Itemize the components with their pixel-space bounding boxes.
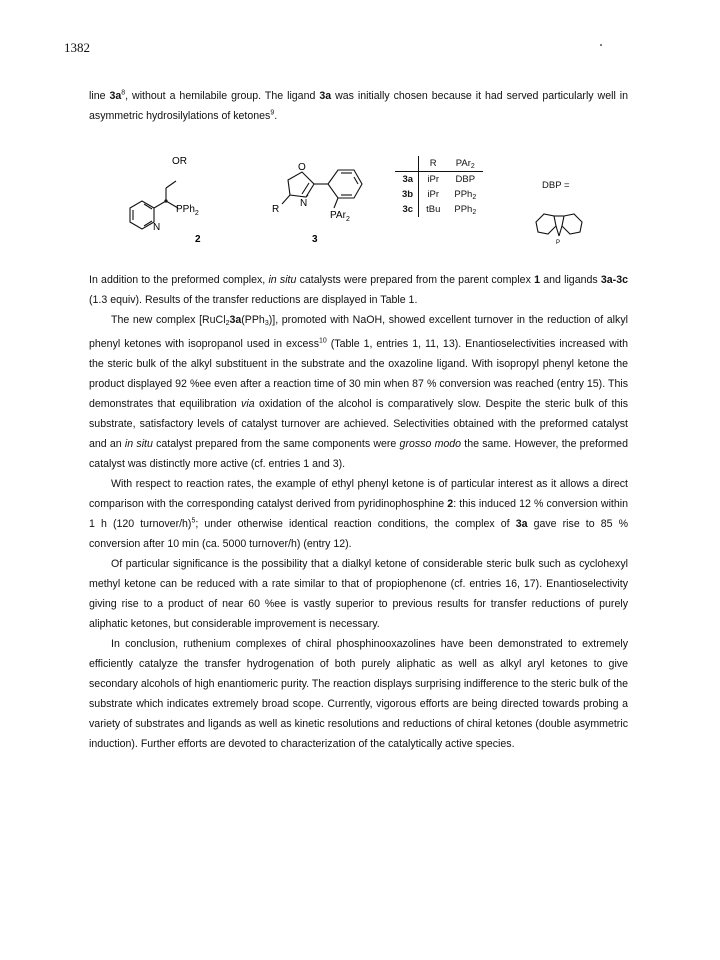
stray-mark (600, 44, 602, 46)
or-label: OR (172, 156, 187, 167)
table-header-r: R (419, 156, 448, 172)
dbp-label: DBP = (542, 180, 570, 191)
dbp-p-label: P (556, 240, 561, 246)
intro-paragraph: line $3a^8$, without a hemilabile group. The ligand 3a was initially chosen because it had served particularly well in asymmetric hydrosilylations of ketones$^9$. (89, 89, 629, 122)
n-label-3: N (300, 198, 308, 209)
paragraph-2: The new complex [RuCl$_2$3a(PPh$_3$)], promoted with NaOH, showed excellent turnover in the reduction of alkyl phenyl ketones with isopropanol used in excess$^{10}$ (Table 1, entries 1, 11, 13). Enantioselectivities increased with the steric bulk of the alkyl substituent in the substrate and the oxazoline ligand. With isopropyl phenyl ketone the product displayed 92 %ee even after a reaction time of 30 min when 87 % conversion was reached (entry 15). This demonstrates that equilibration via oxidation of the alcohol is comparatively slow. Despite the steric bulk of this substrate, satisfactory levels of catalyst turnover are achieved. Selectivities obtained with the preformed catalyst and an in situ catalyst prepared from the same components were grosso modo the same. However, the preformed catalyst was distinctly more active (cf. entries 1 and 3). (89, 314, 628, 470)
body-text (89, 270, 628, 754)
ligand-table (395, 156, 483, 217)
paragraph-3: With respect to reaction rates, the example of ethyl phenyl ketone is of particular interest as it allows a direct comparison with the corresponding catalyst derived from pyridinophosphine 2: this induced 12 % conversion within 1 h (120 turnover/h)$^5$; under otherwise identical reaction conditions, the complex of 3a gave rise to 85 % conversion after 10 min (ca. 5000 turnover/h) (entry 12). (89, 478, 628, 550)
par2-label: PAr$_2$ (330, 210, 350, 223)
compound-2-label: 2 (195, 234, 201, 245)
paragraph-5: In conclusion, ruthenium complexes of chiral phosphinooxazolines have been demonstrated to extremely efficiently catalyze the transfer hydrogenation of both purely aliphatic as well as alkyl aryl ketones to give secondary alcohols of high enantiomeric purity. The reaction displays surprising indifference to the steric bulk of the substrate which indicates extremely broad scope. Currently, vigorous efforts are being directed towards probing a variety of substrates and ligands as well as kinetic resolutions and reductions of chiral ketones (double asymmetric induction). Further efforts are devoted to characterization of the catalytically active species. (89, 638, 628, 750)
paragraph-1: In addition to the preformed complex, in situ catalysts were prepared from the parent complex 1 and ligands 3a-3c (1.3 equiv). Results of the transfer reductions are displayed in Table 1. (89, 274, 628, 306)
page-number: 1382 (64, 40, 90, 55)
dbp-right-ring (562, 214, 582, 234)
table-header-entry (395, 156, 419, 172)
table-row: 3a iPr DBP (395, 172, 483, 188)
r-label: R (272, 204, 280, 215)
dbp-left-ring (536, 214, 556, 234)
table-row: 3b iPr PPh$_2$ (395, 187, 483, 202)
table-header-par2: PAr$_2$ (447, 156, 483, 172)
table-row: 3c tBu PPh$_2$ (395, 202, 483, 217)
pph2-label: PPh$_2$ (176, 204, 199, 217)
phenyl-ring (328, 170, 362, 198)
pyridine-ring (130, 201, 154, 229)
structures-figure (110, 150, 630, 260)
oxazoline-ring (288, 172, 314, 197)
o-label: O (298, 162, 306, 173)
compound-3-label: 3 (312, 234, 318, 245)
n-label-2: N (153, 222, 161, 233)
structures-drawing (110, 150, 630, 260)
paragraph-4: Of particular significance is the possibility that a dialkyl ketone of considerable steric bulk such as cyclohexyl methyl ketone can be reduced with a rate similar to that of propiophenone (cf. entries 16, 17). Enantioselectivity giving rise to a product of near 60 %ee is vastly superior to previous results for transfer reductions of purely aliphatic ketones, but considerable improvement is necessary. (89, 558, 628, 630)
